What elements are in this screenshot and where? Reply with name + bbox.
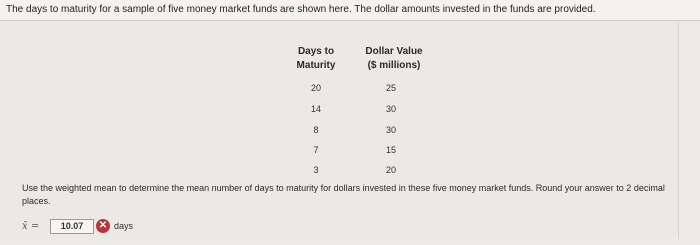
days-to-maturity-header: [292, 45, 340, 73]
answer-input[interactable]: 10.07: [50, 219, 94, 234]
table-cell-days: 7: [313, 145, 319, 155]
header-days-line2: Maturity: [296, 60, 336, 71]
question-prompt: The days to maturity for a sample of five money market funds are shown here. The dollar amounts invested in the funds are provided.: [6, 4, 596, 15]
table-cell-days: 8: [313, 125, 319, 135]
dollar-value-header: [354, 45, 434, 73]
table-cell-value: 25: [385, 83, 396, 93]
header-value-line2: ($ millions): [367, 60, 421, 71]
table-cell-value: 30: [385, 125, 396, 135]
question-instructions: Use the weighted mean to determine the mean number of days to maturity for dollars invested in these five money market funds. Round your answer to 2 decimal places.: [22, 183, 665, 206]
xbar-label: x̄ =: [22, 220, 40, 232]
answer-unit: days: [114, 221, 134, 231]
header-value-line1: Dollar Value: [365, 46, 423, 57]
table-cell-days: 20: [310, 83, 321, 93]
table-cell-value: 20: [385, 165, 396, 175]
error-x-icon: ✕: [96, 219, 110, 233]
header-days-line1: Days to: [297, 46, 335, 57]
table-cell-value: 30: [385, 104, 396, 114]
table-cell-days: 14: [310, 104, 321, 114]
answer-row: [22, 217, 133, 235]
table-cell-value: 15: [385, 145, 396, 155]
table-cell-days: 3: [313, 165, 319, 175]
